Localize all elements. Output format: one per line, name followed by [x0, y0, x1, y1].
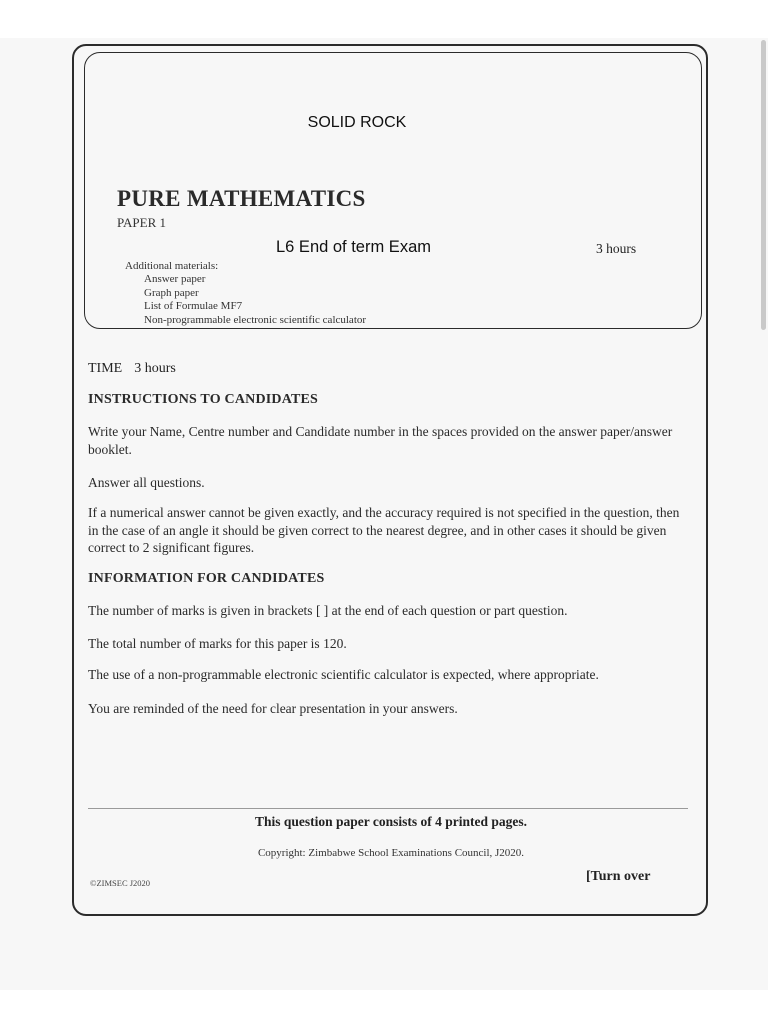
information-item: The number of marks is given in brackets [ ] at the end of each question or part question.: [88, 603, 568, 618]
information-item: The total number of marks for this paper is 120.: [88, 636, 347, 651]
materials-item: Non-programmable electronic scientific calculator: [144, 313, 367, 326]
instruction-item: If a numerical answer cannot be given exactly, and the accuracy required is not specified in the question, then in the case of an angle it should be given correct to the nearest degree, and in other cases it should be given correct to 2 significant figures.: [88, 505, 680, 555]
exam-duration: 3 hours: [596, 241, 637, 256]
instruction-item: Write your Name, Centre number and Candidate number in the spaces provided on the answer paper/answer booklet.: [88, 424, 673, 457]
top-margin: [0, 0, 768, 38]
instructions-heading: INSTRUCTIONS TO CANDIDATES: [88, 392, 319, 407]
time-line: [88, 361, 176, 377]
footer-divider: [88, 808, 688, 809]
time-label: TIME: [88, 361, 123, 376]
paper-number: PAPER 1: [117, 215, 167, 230]
turn-over-note: [Turn over: [586, 869, 651, 884]
materials-item: Answer paper: [144, 273, 206, 285]
materials-item: Graph paper: [144, 286, 199, 299]
scrollbar[interactable]: [761, 40, 766, 330]
school-name: SOLID ROCK: [307, 114, 407, 131]
materials-list: [144, 273, 366, 327]
information-heading: INFORMATION FOR CANDIDATES: [88, 571, 325, 586]
time-value: 3 hours: [134, 361, 176, 376]
exam-title: L6 End of term Exam: [276, 238, 431, 256]
materials-heading: Additional materials:: [125, 260, 219, 272]
copyright-note: Copyright: Zimbabwe School Examinations Council, J2020.: [257, 847, 525, 859]
information-item: You are reminded of the need for clear presentation in your answers.: [88, 701, 458, 716]
information-item: The use of a non-programmable electronic scientific calculator is expected, where appropriate.: [88, 667, 599, 682]
paper-code: ©ZIMSEC J2020: [90, 878, 151, 888]
materials-item: List of Formulae MF7: [144, 300, 243, 312]
instruction-item: Answer all questions.: [88, 475, 205, 490]
bottom-margin: [0, 990, 768, 1024]
subject-title: PURE MATHEMATICS: [117, 186, 366, 211]
page-count-note: This question paper consists of 4 printed pages.: [254, 814, 528, 829]
